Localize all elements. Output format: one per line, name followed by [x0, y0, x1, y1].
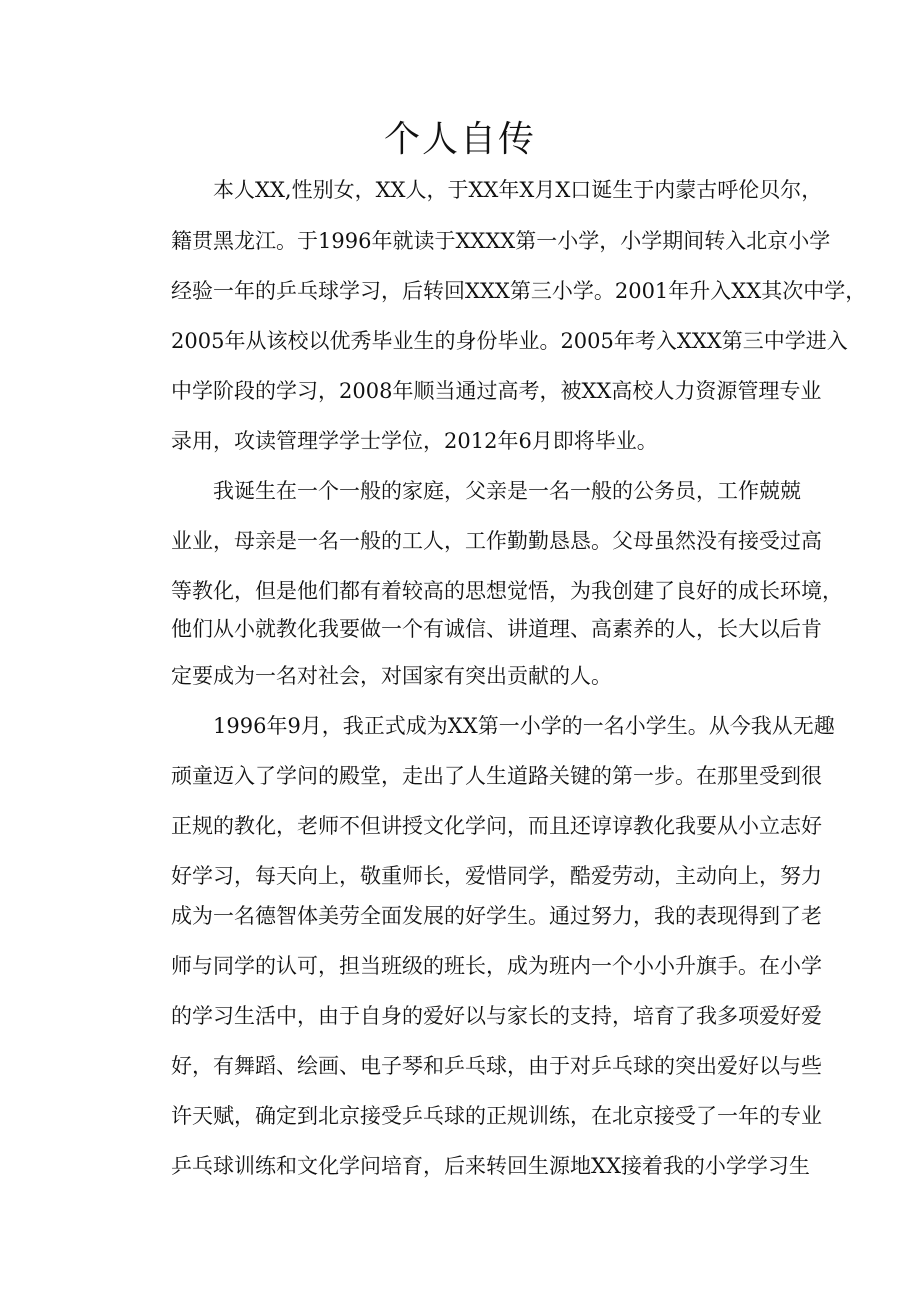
paragraph-2-line-1: 我诞生在一个一般的家庭，父亲是一名一般的公务员，工作兢兢: [213, 479, 801, 503]
document-title: 个人自传: [383, 119, 536, 160]
paragraph-3-line-2: 顽童迈入了学问的殿堂，走出了人生道路关键的第一步。在那里受到很: [171, 764, 822, 788]
paragraph-3-line-3: 正规的教化，老师不但讲授文化学问，而且还谆谆教化我要从小立志好: [171, 814, 822, 838]
paragraph-1-line-2: 籍贯黑龙江。于1996年就读于XXXX第一小学，小学期间转入北京小学: [171, 229, 831, 253]
paragraph-3-line-7: 的学习生活中，由于自身的爱好以与家长的支持，培育了我多项爱好爱: [171, 1004, 822, 1028]
paragraph-3-line-4: 好学习，每天向上，敬重师长，爱惜同学，酷爱劳动，主动向上，努力: [171, 864, 822, 888]
paragraph-3-line-6: 师与同学的认可，担当班级的班长，成为班内一个小小升旗手。在小学: [171, 954, 822, 978]
paragraph-1-line-3: 经验一年的乒乓球学习，后转回XXX第三小学。2001年升入XX其次中学，: [171, 279, 867, 303]
paragraph-3-line-8: 好，有舞蹈、绘画、电子琴和乒乓球，由于对乒乓球的突出爱好以与些: [171, 1054, 822, 1078]
paragraph-1-line-4: 2005年从该校以优秀毕业生的身份毕业。2005年考入XXX第三中学进入: [171, 329, 848, 353]
paragraph-2-line-4: 他们从小就教化我要做一个有诚信、讲道理、高素养的人，长大以后肯: [171, 617, 822, 641]
paragraph-1-line-6: 录用，攻读管理学学士学位，2012年6月即将毕业。: [171, 429, 658, 453]
paragraph-3-line-9: 许天赋，确定到北京接受乒乓球的正规训练，在北京接受了一年的专业: [171, 1104, 822, 1128]
paragraph-1-line-5: 中学阶段的学习，2008年顺当通过高考，被XX高校人力资源管理专业: [171, 379, 822, 403]
paragraph-3-line-5: 成为一名德智体美劳全面发展的好学生。通过努力，我的表现得到了老: [171, 904, 822, 928]
paragraph-3-line-1: 1996年9月，我正式成为XX第一小学的一名小学生。从今我从无趣: [213, 714, 835, 738]
paragraph-1-line-1: 本人XX,性别女，XX人，于XX年X月X口诞生于内蒙古呼伦贝尔，: [213, 178, 823, 202]
paragraph-2-line-2: 业业，母亲是一名一般的工人，工作勤勤恳恳。父母虽然没有接受过高: [171, 529, 822, 553]
paragraph-2-line-5: 定要成为一名对社会，对国家有突出贡献的人。: [171, 664, 612, 688]
paragraph-3-line-10: 乒乓球训练和文化学问培育，后来转回生源地XX接着我的小学学习生: [171, 1154, 810, 1178]
paragraph-2-line-3: 等教化，但是他们都有着较高的思想觉悟，为我创建了良好的成长环境，: [171, 579, 843, 603]
